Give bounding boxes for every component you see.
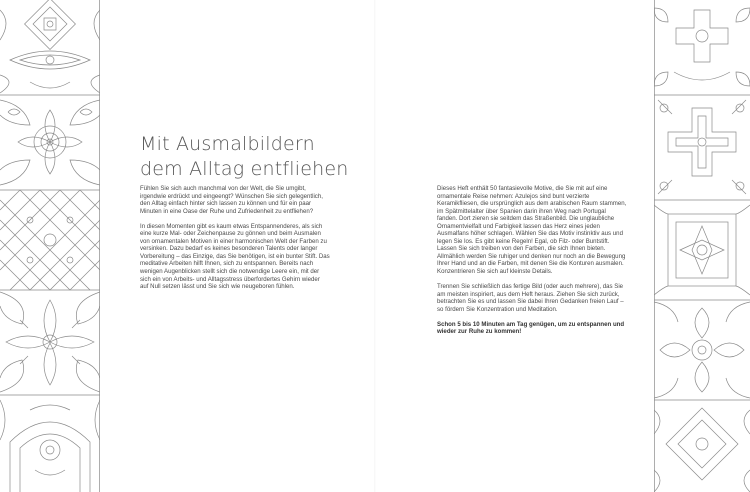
right-paragraph-2: Trennen Sie schließlich das fertige Bild (oder auch mehrere), das Sie am meisten inspiriert, aus dem Heft heraus. Ziehen Sie sich zurück, betrachten Sie es und lassen Sie dabei Ihren Gedanken freien Lauf – so fördern Sie Konzentration und Meditation.	[437, 283, 624, 313]
title-line-2: dem Alltag entfliehen	[140, 158, 349, 180]
left-paragraph-2: In diesen Momenten gibt es kaum etwas Entspannenderes, als sich eine kurze Mal- oder Zeichenpause zu gönnen und beim Ausmalen von ornamentalen Motiven in einer harmonischen Welt der Farben zu versinken. Dazu bedarf es keines besonderen Talents oder langer Vorbereitung – das Einzige, das Sie benötigen, ist ein bunter Stift. Das meditative Arbeiten hilft Ihnen, sich zu entspannen. Bereits nach wenigen Augenblicken stellt sich die notwendige Leere ein, mit der sich ein von Arbeits- und Alltagsstress überfordertes Gehirn wieder auf Null setzen lässt und Sie sich wie neugeboren fühlen.	[140, 222, 330, 291]
tile-1	[0, 0, 100, 93]
right-tile-3	[654, 205, 750, 295]
tile-4	[0, 292, 100, 392]
tile-3	[0, 190, 100, 290]
center-gutter	[374, 0, 376, 492]
left-tile-border	[0, 0, 100, 492]
left-paragraph-1: Fühlen Sie sich auch manchmal von der Welt, die Sie umgibt, irgendwie erdrückt und eingeengt? Wünschen Sie sich gelegentlich, den Alltag einfach hinter sich lassen zu können und für ein paar Minuten in eine Oase der Ruhe und Zufriedenheit zu entfliehen?	[140, 185, 323, 215]
title-line-1: Mit Ausmalbildern	[140, 133, 315, 155]
right-tile-4	[654, 302, 750, 398]
tile-5	[0, 400, 100, 492]
right-text-column	[437, 185, 627, 343]
right-tile-5	[654, 408, 750, 492]
left-text-column	[140, 185, 330, 298]
right-paragraph-3: Schon 5 bis 10 Minuten am Tag genügen, um zu entspannen und wieder zur Ruhe zu kommen!	[437, 320, 625, 336]
right-tile-2	[658, 100, 746, 194]
left-azulejo-pattern	[0, 0, 100, 492]
page-title	[140, 132, 420, 182]
tile-2	[0, 100, 100, 185]
right-tile-border	[654, 0, 750, 492]
right-paragraph-1: Dieses Heft enthält 50 fantasievolle Motive, die Sie mit auf eine ornamentale Reise nehmen: Azulejos sind bunt verzierte Keramikfliesen, die ursprünglich aus dem arabischen Raum stammen, im Spätmittelalter über Spanien darin ihren Weg nach Portugal fanden. Dort zieren sie seitdem das Straßenbild. Die unglaubliche Ornamentvielfalt und Farbigkeit lassen das Herz eines jeden Ausmalfans höher schlagen. Wählen Sie das Motiv instinktiv aus und legen Sie los. Es gibt keine Regeln! Egal, ob Filz- oder Buntstift. Lassen Sie sich treiben von den Farben, die sich Ihnen bieten. Allmählich werden Sie ruhiger und denken nur noch an die Bewegung Ihrer Hand und an die Farben, mit denen Sie die Konturen ausmalen. Konzentrieren Sie sich auf kleinste Details.	[437, 185, 627, 276]
right-tile-1	[654, 8, 750, 86]
right-azulejo-pattern	[654, 0, 750, 492]
